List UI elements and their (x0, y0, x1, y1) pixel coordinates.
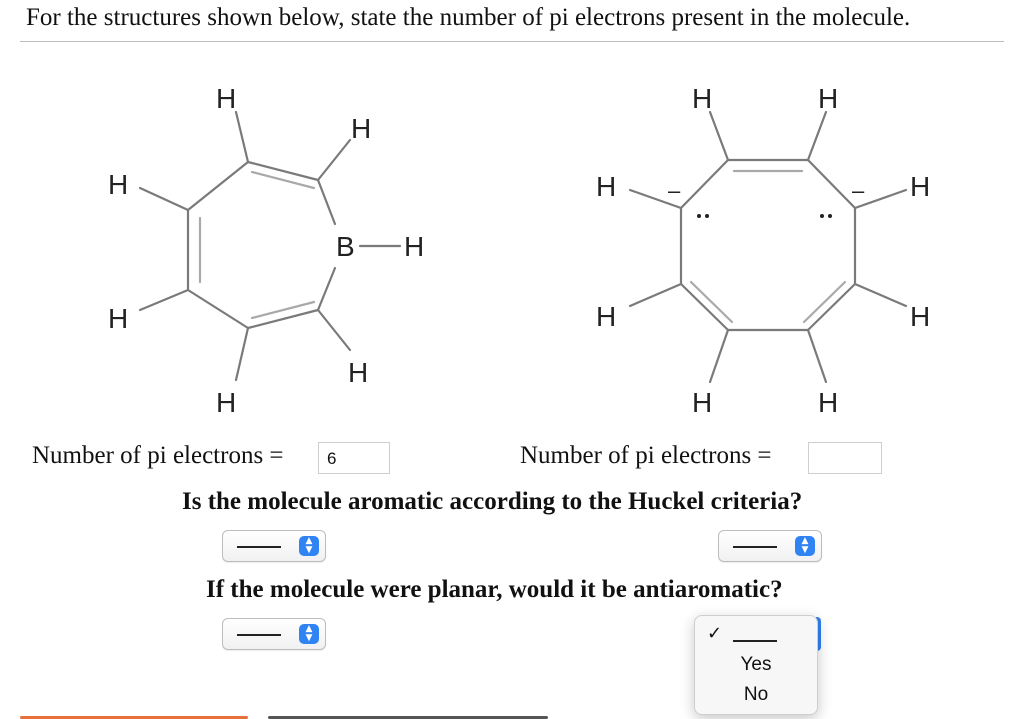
bond (318, 140, 350, 180)
bond-double (804, 282, 845, 322)
menu-option-no[interactable]: No (743, 684, 769, 705)
checkmark-icon: ✓ (707, 623, 723, 644)
atom-h: H (108, 169, 129, 200)
menu-option-blank[interactable] (733, 640, 777, 642)
negative-charge: – (668, 178, 681, 203)
atom-h: H (692, 387, 713, 418)
bond (681, 284, 728, 330)
lone-pair-dot (820, 214, 824, 218)
right-aromatic-select[interactable] (718, 530, 822, 562)
chevron-updown-icon: ▲ ▼ (299, 536, 319, 556)
bond (808, 160, 855, 208)
negative-charge: – (852, 178, 865, 203)
atom-h: H (216, 387, 237, 418)
bond (710, 330, 728, 382)
bond-double (691, 282, 732, 322)
left-pi-input[interactable]: 6 (318, 442, 390, 474)
bond (318, 180, 335, 224)
left-pi-label: Number of pi electrons = (32, 442, 284, 469)
atom-h: H (818, 387, 839, 418)
bond (855, 284, 906, 306)
atom-h: H (818, 83, 839, 114)
bond (710, 112, 728, 160)
bond (681, 160, 728, 208)
blank-line (733, 546, 777, 548)
atom-h: H (348, 357, 369, 388)
bond (188, 162, 248, 210)
atom-h: H (351, 113, 372, 144)
bond (188, 290, 248, 328)
atom-h: H (910, 171, 931, 202)
atom-h: H (910, 301, 931, 332)
question-text: For the structures shown below, state the number of pi electrons present in the molecule. (26, 4, 911, 31)
bond (808, 330, 826, 382)
bond (140, 290, 188, 310)
bond-double (252, 172, 314, 188)
bond (236, 328, 248, 380)
aromatic-question: Is the molecule aromatic according to the Huckel criteria? (182, 488, 803, 515)
chevron-updown-icon: ▲ ▼ (795, 536, 815, 556)
right-pi-input[interactable] (808, 442, 882, 474)
atom-h: H (596, 171, 617, 202)
bond (630, 284, 681, 306)
right-pi-label: Number of pi electrons = (520, 442, 772, 469)
bond (808, 284, 855, 330)
menu-option-yes[interactable]: Yes (740, 654, 772, 675)
structure-left (108, 83, 424, 418)
planar-question: If the molecule were planar, would it be antiaromatic? (206, 576, 783, 603)
bond (140, 188, 188, 210)
lone-pair-dot (697, 214, 701, 218)
atom-h: H (596, 301, 617, 332)
bond-double (252, 302, 314, 318)
chevron-updown-icon: ▲ ▼ (299, 624, 319, 644)
right-planar-select-menu[interactable] (694, 615, 818, 715)
atom-h: H (108, 303, 129, 334)
bond (236, 112, 248, 162)
bond (318, 268, 335, 310)
blank-line (237, 634, 281, 636)
lone-pair-dot (705, 214, 709, 218)
atom-h: H (692, 83, 713, 114)
atom-h: H (404, 231, 425, 262)
blank-line (237, 546, 281, 548)
lone-pair-dot (828, 214, 832, 218)
atom-h: H (216, 83, 237, 114)
bond (318, 310, 350, 350)
left-planar-select[interactable] (222, 618, 326, 650)
left-aromatic-select[interactable] (222, 530, 326, 562)
structure-right (596, 83, 930, 418)
atom-b: B (336, 231, 355, 262)
bond (248, 310, 318, 328)
bond (248, 162, 318, 180)
bond (808, 112, 826, 160)
